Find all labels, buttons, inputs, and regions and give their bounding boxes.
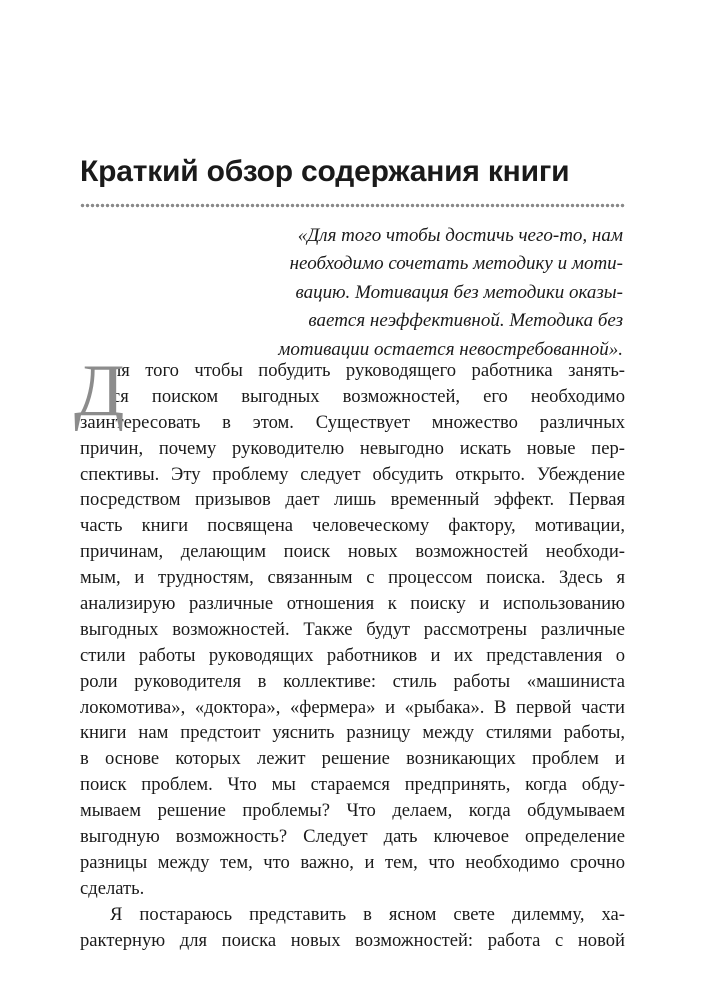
text-line: рактерную для поиска новых возможностей: работа с новой [80,929,625,951]
epigraph-line: мотивации остается невостребованной». [278,338,623,360]
text-line: поиск проблем. Что мы стараемся предпринять, когда обду- [80,774,625,796]
text-line: мываем решение проблемы? Что делаем, когда обдумываем [80,800,625,822]
text-line: заинтересовать в этом. Существует множество различных [80,411,625,433]
text-line: выгодных возможностей. Также будут рассмотрены различные [80,618,625,640]
text-line: посредством призывов дает лишь временный эффект. Первая [80,489,625,511]
epigraph-line: необходимо сочетать методику и моти- [289,253,623,275]
text-line: книги нам предстоит уяснить разницу между стилями работы, [80,722,625,744]
body-text [74,350,625,953]
text-line: сделать. [80,877,145,899]
paragraph-1 [74,350,625,902]
text-line: причинам, делающим поиск новых возможностей необходи- [80,541,625,563]
text-line: Я постараюсь представить в ясном свете дилемму, ха- [110,903,625,925]
paragraph-2 [80,902,625,954]
text-line: ся поиском выгодных возможностей, его необходимо [112,385,625,407]
text-line: спективы. Эту проблему следует обсудить открыто. Убеждение [80,463,625,485]
text-line: часть книги посвящена человеческому фактору, мотивации, [80,515,625,537]
text-line: стили работы руководящих работников и их представления о [80,644,625,666]
epigraph [238,222,623,364]
text-line: в основе которых лежит решение возникающих проблем и [80,748,625,770]
epigraph-line: вацию. Мотивация без методики оказы- [295,281,623,303]
text-line: мым, и трудностям, связанным с процессом поиска. Здесь я [80,567,625,589]
drop-cap: Д [74,350,125,432]
dotted-divider [80,202,625,209]
text-line: ля того чтобы побудить руководящего работника занять- [112,360,625,381]
chapter-title: Краткий обзор содержания книги [80,155,570,188]
epigraph-line: вается неэффективной. Методика без [308,310,623,332]
text-line: разницы между тем, что важно, и тем, что необходимо срочно [80,851,625,873]
text-line: причин, почему руководителю невыгодно искать новые пер- [80,437,625,459]
epigraph-line: «Для того чтобы достичь чего-то, нам [297,225,623,246]
text-line: роли руководителя в коллективе: стиль работы «машиниста [80,670,625,692]
text-line: локомотива», «доктора», «фермера» и «рыбака». В первой части [80,696,625,718]
text-line: выгодную возможность? Следует дать ключевое определение [80,826,625,848]
text-line: анализирую различные отношения к поиску и использованию [80,593,625,615]
